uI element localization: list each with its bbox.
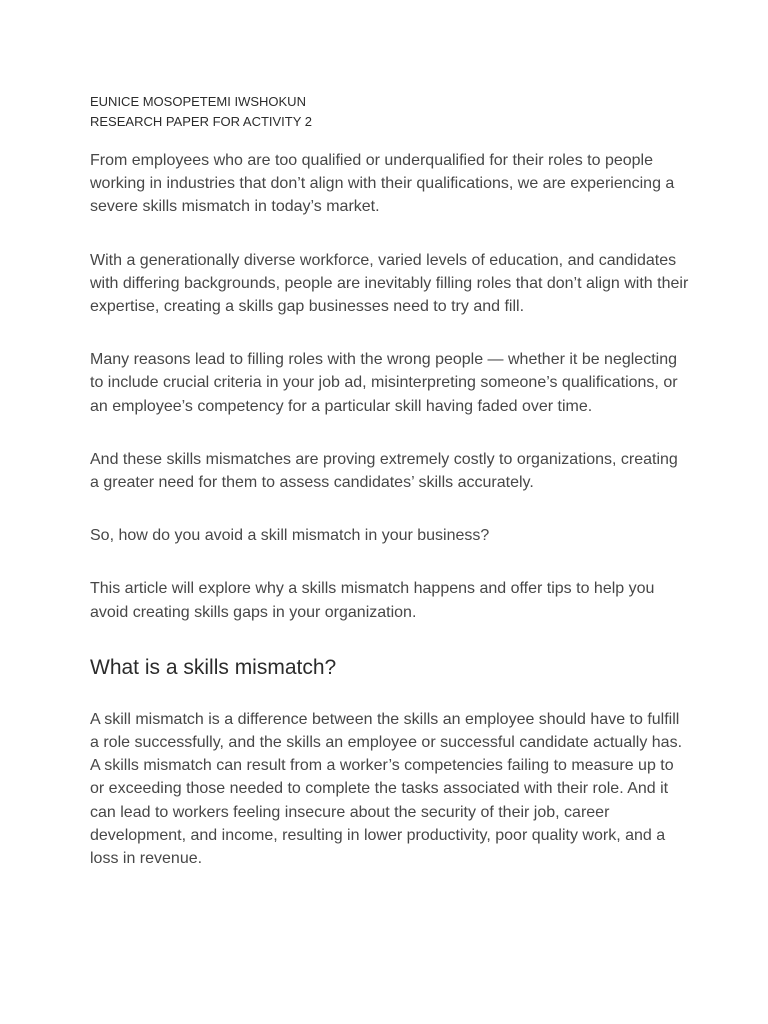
paragraph-intro: From employees who are too qualified or underqualified for their roles to people working in industries that don’t align with their qualifications, we are experiencing a severe skills mismatch in today’s market. (90, 152, 675, 216)
paragraph-costly: And these skills mismatches are proving extremely costly to organizations, creating a greater need for them to assess candidates’ skills accurately. (90, 450, 678, 492)
section-body: A skill mismatch is a difference between the skills an employee should have to fulfill a role successfully, and the skills an employee or successful candidate actually has. A skills mismatch can result from a worker’s competencies failing to measure up to or exceeding those needed to complete the tasks associated with their role. And it can lead to workers feeling insecure about the security of their job, career development, and income, resulting in lower productivity, poor quality work, and a loss in revenue. (90, 710, 683, 868)
paragraph-workforce: With a generationally diverse workforce, varied levels of education, and candidates with differing backgrounds, people are inevitably filling roles that don’t align with their expertise, creating a skills gap businesses need to try and fill. (90, 251, 689, 316)
paragraph-reasons: Many reasons lead to filling roles with the wrong people — whether it be neglecting to include crucial criteria in your job ad, misinterpreting someone’s qualifications, or an employee’s competency for a particular skill having faded over time. (90, 351, 678, 415)
author-name: EUNICE MOSOPETEMI IWSHOKUN (90, 94, 306, 109)
document-page (90, 92, 690, 900)
document-subtitle: RESEARCH PAPER FOR ACTIVITY 2 (90, 114, 313, 129)
paragraph-article-scope: This article will explore why a skills mismatch happens and offer tips to help you avoid creating skills gaps in your organization. (90, 580, 655, 621)
section-heading: What is a skills mismatch? (90, 655, 337, 679)
paragraph-question: So, how do you avoid a skill mismatch in your business? (90, 527, 490, 545)
document-header (90, 92, 690, 132)
